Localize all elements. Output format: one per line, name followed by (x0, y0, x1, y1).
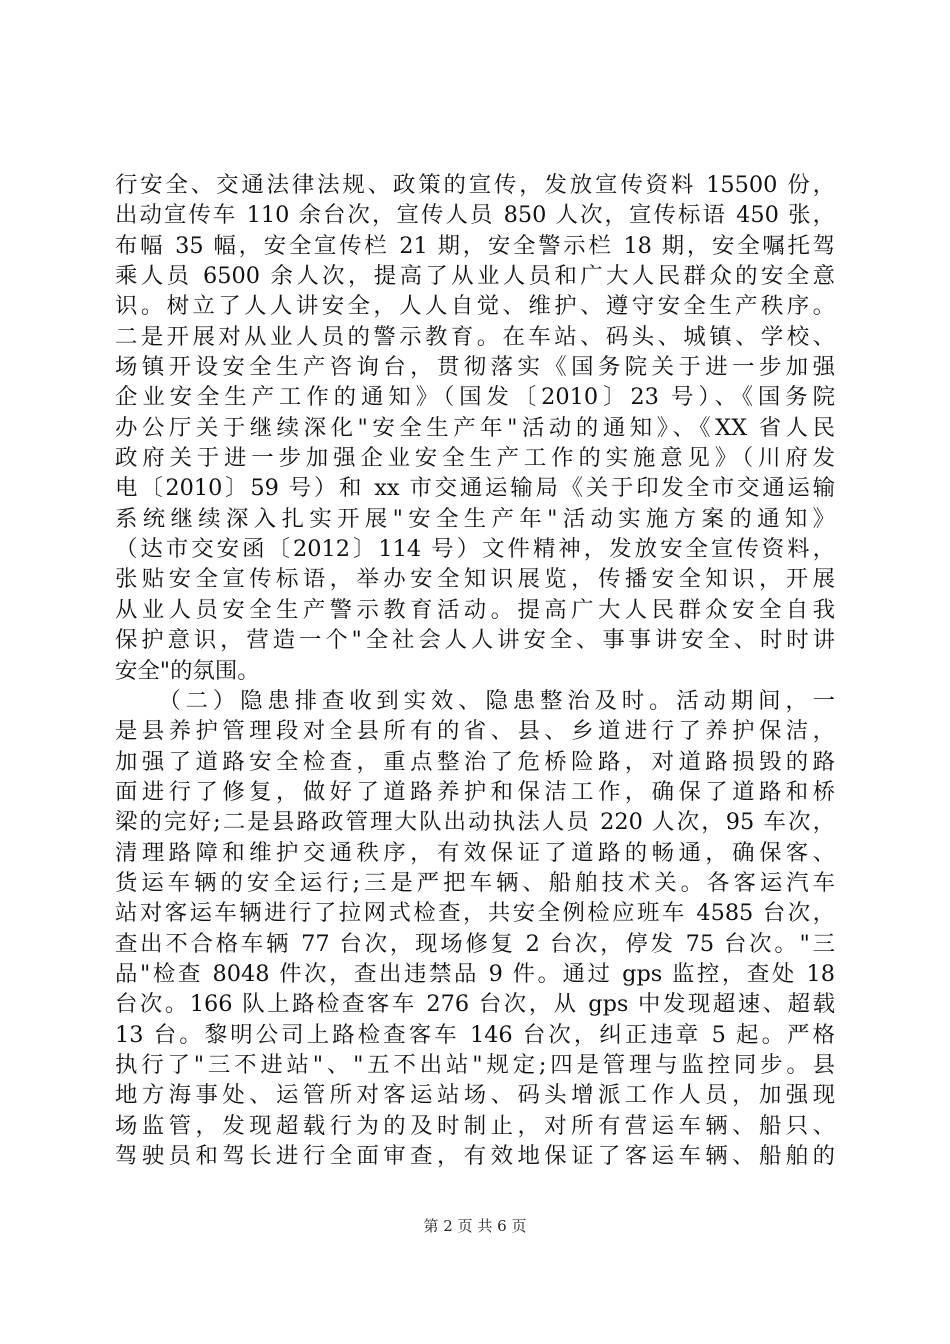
text-line: 清理路障和维护交通秩序，有效保证了道路的畅通，确保客、 (115, 839, 835, 866)
text-line: 13 台。黎明公司上路检查客车 146 台次，纠正违章 5 起。严格 (115, 1021, 835, 1048)
text-line: 保护意识，营造一个"全社会人人讲安全、事事讲安全、时时讲 (115, 627, 835, 654)
text-line: 乘人员 6500 余人次，提高了从业人员和广大人民群众的安全意 (115, 263, 835, 290)
paragraph-1 (115, 170, 835, 686)
text-line: 站对客运车辆进行了拉网式检查，共安全例检应班车 4585 台次， (115, 900, 835, 927)
text-line: 是县养护管理段对全县所有的省、县、乡道进行了养护保洁， (115, 718, 835, 745)
text-line: 场镇开设安全生产咨询台，贯彻落实《国务院关于进一步加强 (115, 354, 835, 381)
text-line: 查出不合格车辆 77 台次，现场修复 2 台次，停发 75 台次。"三 (115, 930, 835, 957)
text-line: 面进行了修复，做好了道路养护和保洁工作，确保了道路和桥 (115, 778, 835, 805)
text-line: 品"检查 8048 件次，查出违禁品 9 件。通过 gps 监控，查处 18 (115, 960, 835, 987)
document-body (115, 170, 835, 1171)
text-line: 场监管，发现超载行为的及时制止，对所有营运车辆、船只、 (115, 1112, 835, 1139)
page-number-footer: 第 2 页 共 6 页 (423, 1217, 527, 1235)
paragraph-2 (115, 686, 835, 1172)
text-line: 台次。166 队上路检查客车 276 台次，从 gps 中发现超速、超载 (115, 991, 835, 1018)
text-line: 张贴安全宣传标语，举办安全知识展览，传播安全知识，开展 (115, 566, 835, 593)
text-line: 货运车辆的安全运行;三是严把车辆、船舶技术关。各客运汽车 (115, 869, 835, 896)
text-line: 安全"的氛围。 (115, 657, 260, 684)
text-line: 企业安全生产工作的通知》（国发〔2010〕23 号）、《国务院 (115, 384, 835, 411)
text-line: 出动宣传车 110 余台次，宣传人员 850 人次，宣传标语 450 张， (115, 202, 835, 229)
text-line: 系统继续深入扎实开展"安全生产年"活动实施方案的通知》 (115, 505, 835, 532)
text-line: 政府关于进一步加强企业安全生产工作的实施意见》（川府发 (115, 445, 835, 472)
text-line: 电〔2010〕59 号）和 xx 市交通运输局《关于印发全市交通运输 (115, 475, 835, 502)
text-line: 地方海事处、运管所对客运站场、码头增派工作人员，加强现 (115, 1082, 835, 1109)
text-line: 布幅 35 幅，安全宣传栏 21 期，安全警示栏 18 期，安全嘱托驾 (115, 232, 835, 259)
text-line: 驾驶员和驾长进行全面审查，有效地保证了客运车辆、船舶的 (115, 1143, 835, 1169)
text-line: 梁的完好;二是县路政管理大队出动执法人员 220 人次，95 车次， (115, 809, 835, 836)
text-line: 执行了"三不进站"、"五不出站"规定;四是管理与监控同步。县 (115, 1051, 835, 1078)
text-line: 行安全、交通法律法规、政策的宣传，发放宣传资料 15500 份， (115, 172, 835, 198)
text-line: 识。树立了人人讲安全，人人自觉、维护、遵守安全生产秩序。 (115, 293, 835, 320)
text-line: 二是开展对从业人员的警示教育。在车站、码头、城镇、学校、 (115, 323, 835, 350)
text-line: 办公厅关于继续深化"安全生产年"活动的通知》、《XX 省人民 (115, 414, 835, 441)
text-line: 从业人员安全生产警示教育活动。提高广大人民群众安全自我 (115, 596, 835, 623)
text-line: （二）隐患排查收到实效、隐患整治及时。活动期间，一 (115, 687, 835, 714)
text-line: 加强了道路安全检查，重点整治了危桥险路，对道路损毁的路 (115, 748, 835, 775)
text-line: （达市交安函〔2012〕114 号）文件精神，发放安全宣传资料， (115, 536, 835, 563)
